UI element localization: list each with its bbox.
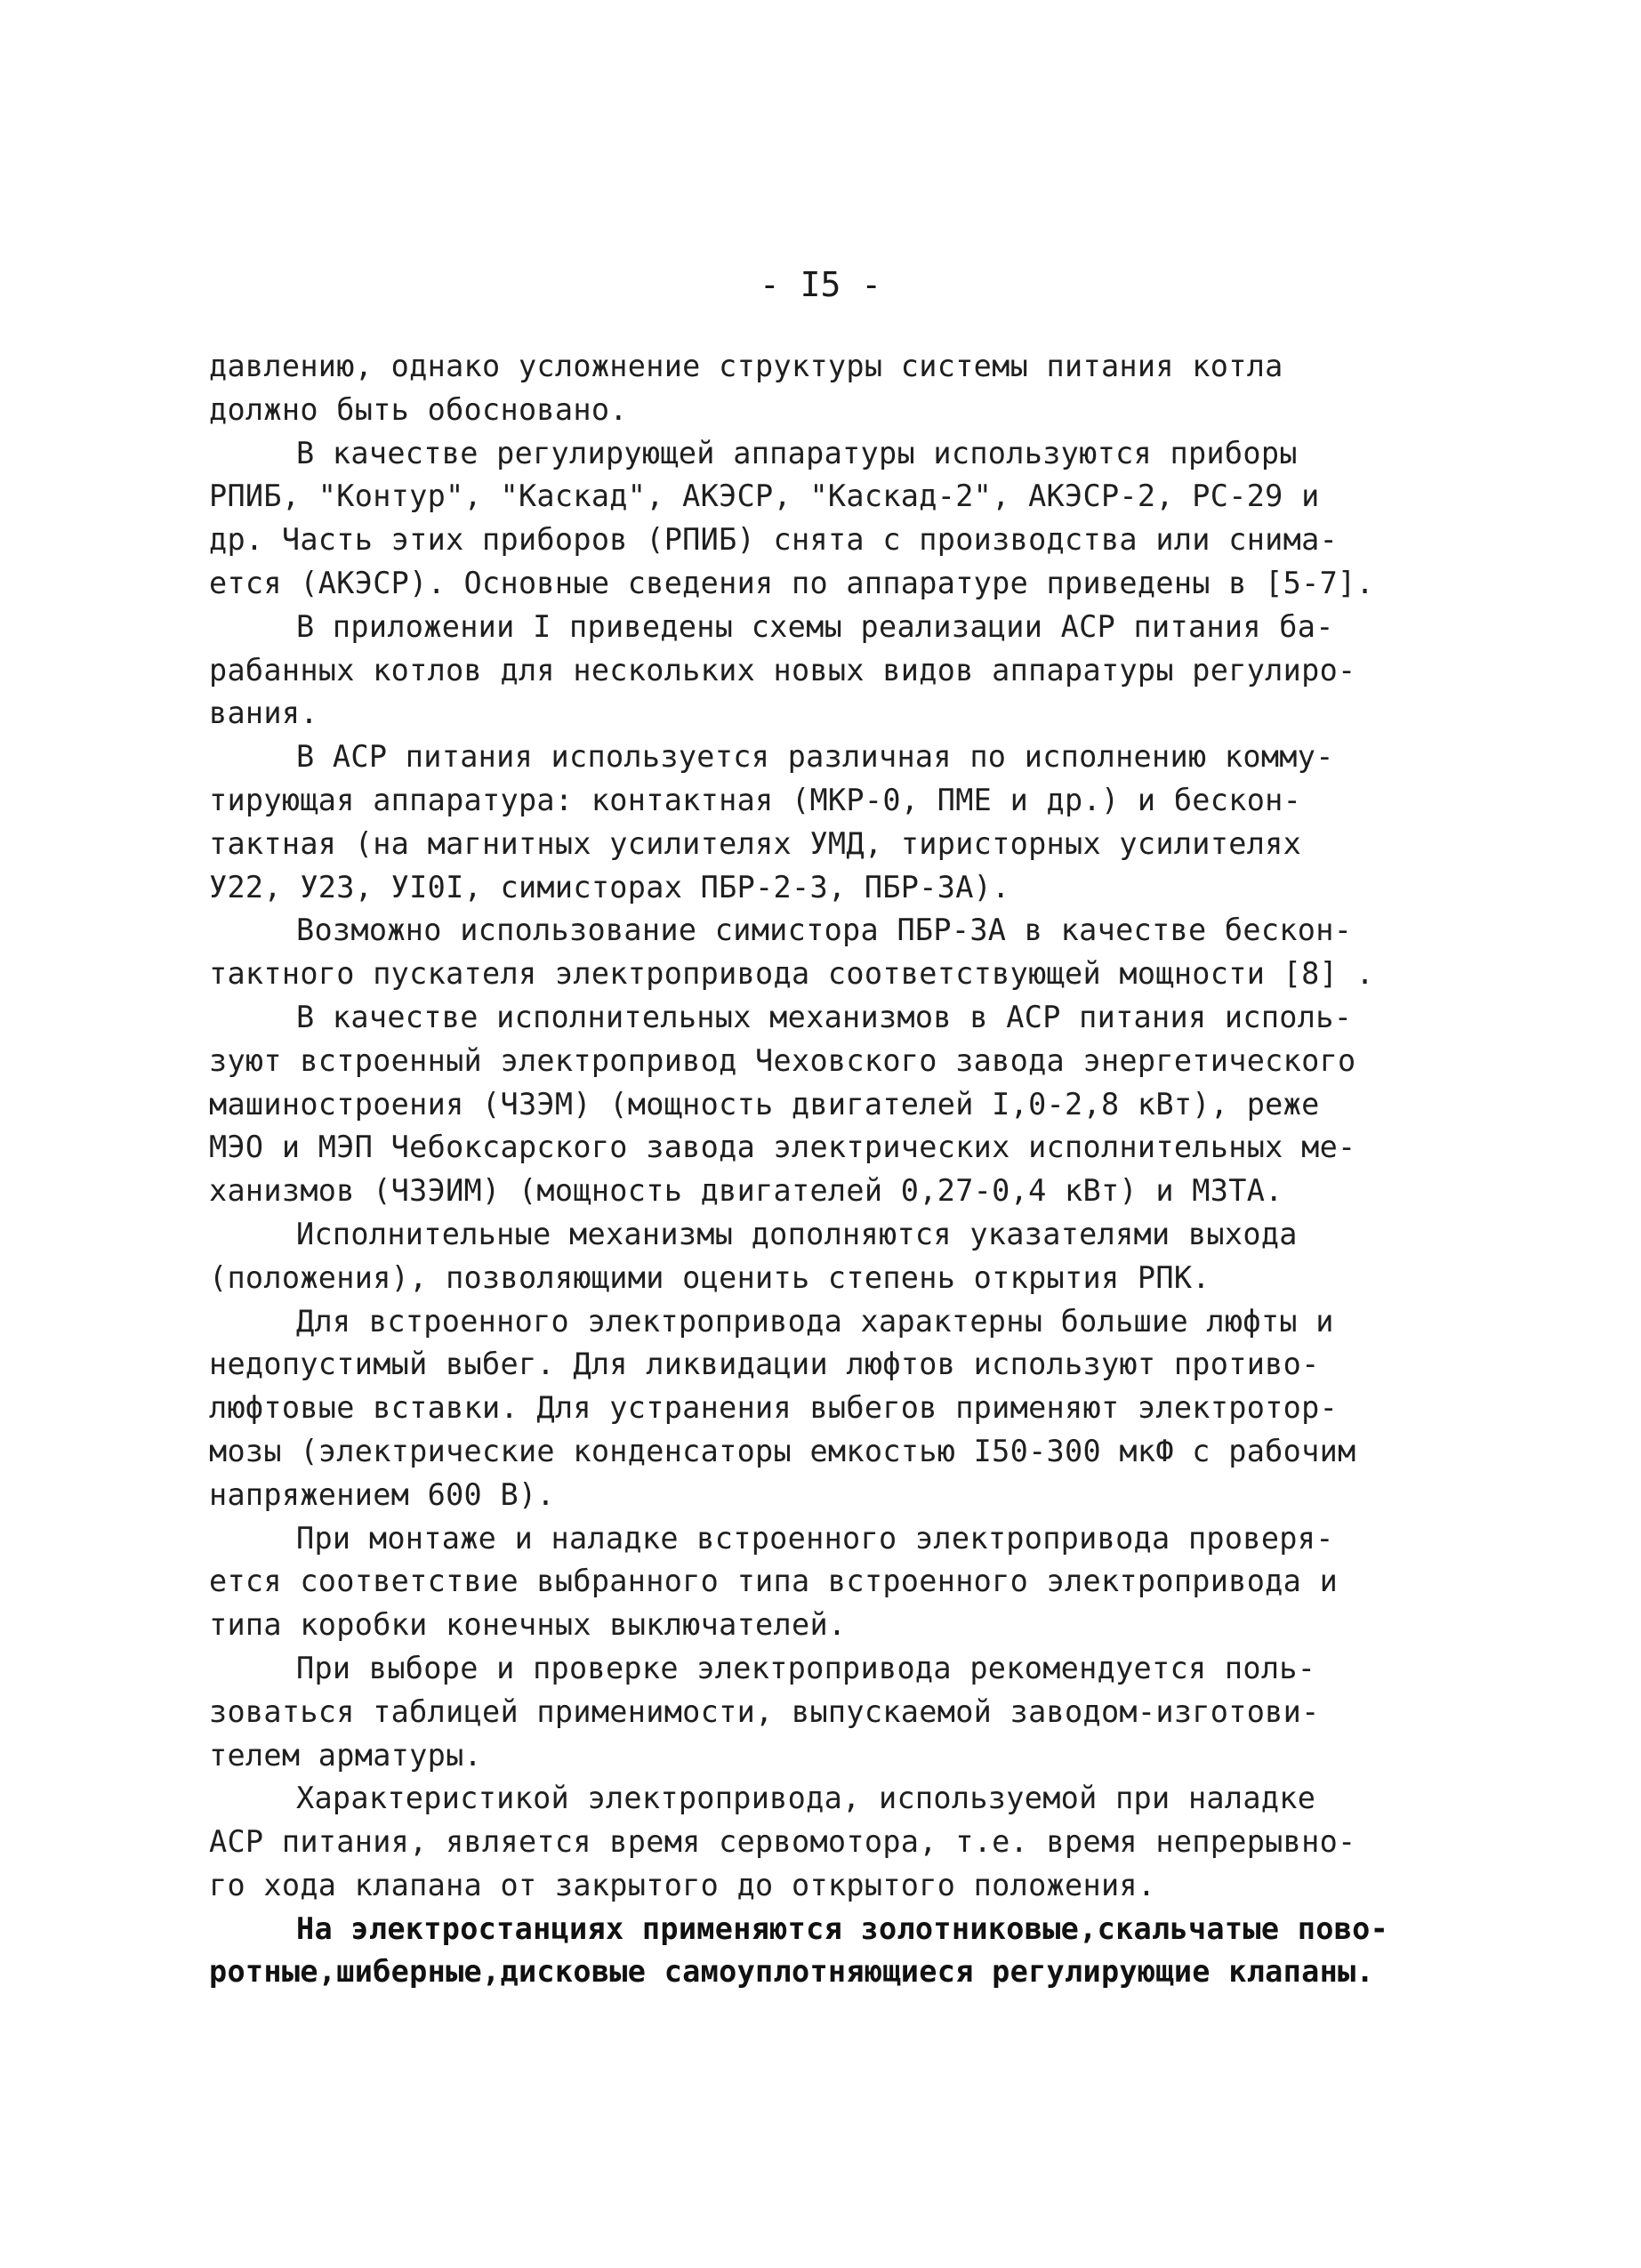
text-line: В приложении I приведены схемы реализации АСР питания ба- <box>296 608 1334 644</box>
text-line: давлению, однако усложнение структуры системы питания котла <box>209 349 1283 383</box>
text-line: напряжением 600 В). <box>209 1476 555 1512</box>
body-text <box>209 345 1450 1994</box>
text-line: При монтаже и наладке встроенного электропривода проверя- <box>296 1520 1334 1556</box>
text-line: РПИБ, "Контур", "Каскад", АКЭСР, "Каскад-2", АКЭСР-2, РС-29 и <box>209 479 1320 514</box>
text-line: Исполнительные механизмы дополняются указателями выхода <box>296 1216 1298 1251</box>
text-line: должно быть обосновано. <box>209 391 628 427</box>
text-line: машиностроения (ЧЗЭМ) (мощность двигателей I,0-2,8 кВт), реже <box>209 1086 1320 1122</box>
text-line: Характеристикой электропривода, используемой при наладке <box>296 1781 1316 1816</box>
text-line: На электростанциях применяются золотниковые,скальчатые пово- <box>296 1910 1389 1946</box>
text-line: ханизмов (ЧЗЭИМ) (мощность двигателей 0,27-0,4 кВт) и МЗТА. <box>209 1173 1283 1209</box>
text-line: недопустимый выбег. Для ликвидации люфтов используют противо- <box>209 1347 1320 1382</box>
text-line: др. Часть этих приборов (РПИБ) снята с производства или снима- <box>209 522 1339 558</box>
text-line: тирующая аппаратура: контактная (МКР-0, ПМЕ и др.) и бескон- <box>209 782 1302 817</box>
text-line: рабанных котлов для нескольких новых видов аппаратуры регулиро- <box>209 652 1356 688</box>
text-line: зуют встроенный электропривод Чеховского завода энергетического <box>209 1042 1356 1078</box>
text-line: тактная (на магнитных усилителях УМД, тиристорных усилителях <box>209 825 1302 861</box>
text-line: типа коробки конечных выключателей. <box>209 1607 847 1643</box>
text-line: вания. <box>209 696 318 731</box>
text-line: В АСР питания используется различная по исполнению комму- <box>296 739 1334 775</box>
text-line: АСР питания, является время сервомотора, т.е. время непрерывно- <box>209 1824 1356 1860</box>
text-line: го хода клапана от закрытого до открытого положения. <box>209 1867 1156 1902</box>
text-line: МЭО и МЭП Чебоксарского завода электрических исполнительных ме- <box>209 1130 1356 1165</box>
text-line: В качестве регулирующей аппаратуры используются приборы <box>296 435 1298 470</box>
text-line: телем арматуры. <box>209 1737 483 1773</box>
text-line: В качестве исполнительных механизмов в АСР питания исполь- <box>296 999 1353 1034</box>
text-line: ется (АКЭСР). Основные сведения по аппаратуре приведены в [5-7]. <box>209 565 1374 600</box>
text-line: Для встроенного электропривода характерны большие люфты и <box>296 1303 1334 1339</box>
text-line: У22, У23, УI0I, симисторах ПБР-2-3, ПБР-3А). <box>209 869 1010 905</box>
text-line: (положения), позволяющими оценить степень открытия РПК. <box>209 1259 1211 1295</box>
text-line: ется соответствие выбранного типа встроенного электропривода и <box>209 1564 1339 1599</box>
text-line: зоваться таблицей применимости, выпускаемой заводом-изготови- <box>209 1693 1320 1729</box>
text-line: люфтовые вставки. Для устранения выбегов применяют электротор- <box>209 1390 1339 1426</box>
text-line: мозы (электрические конденсаторы емкостью I50-300 мкФ с рабочим <box>209 1433 1356 1468</box>
text-line: ротные,шиберные,дисковые самоуплотняющиеся регулирующие клапаны. <box>209 1954 1374 1990</box>
text-line: Возможно использование симистора ПБР-3А в качестве бескон- <box>296 913 1353 948</box>
text-line: При выборе и проверке электропривода рекомендуется поль- <box>296 1650 1316 1685</box>
text-line: тактного пускателя электропривода соответствующей мощности [8] . <box>209 956 1374 992</box>
page-number: - I5 - <box>759 265 882 304</box>
